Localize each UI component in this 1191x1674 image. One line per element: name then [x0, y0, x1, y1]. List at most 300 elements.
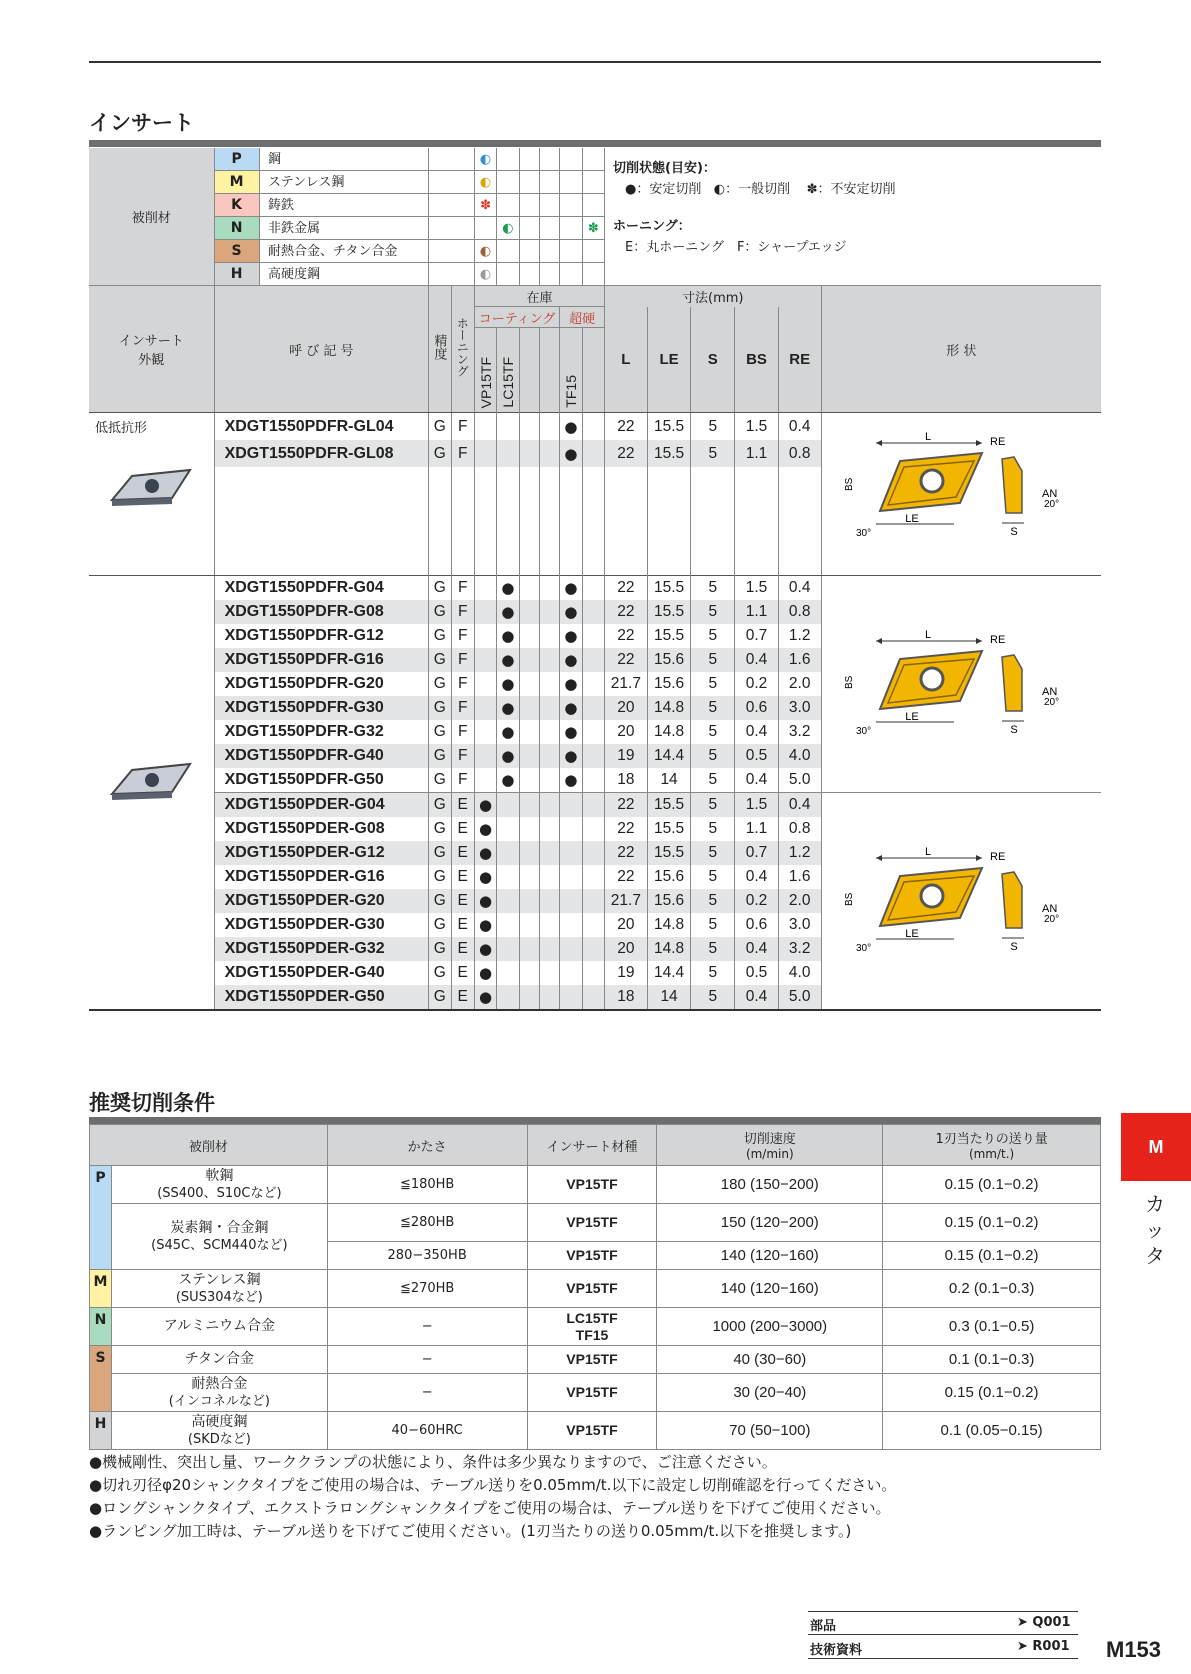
cond-grade: VP15TF: [527, 1374, 657, 1412]
header-appearance: インサート 外観: [89, 286, 214, 413]
stock-vp15tf: ●: [474, 961, 496, 985]
insert-code: XDGT1550PDFR-G12: [214, 624, 429, 648]
dim-L: 20: [605, 696, 648, 720]
stock-lc15tf: [497, 440, 519, 467]
cond-material: アルミニウム合金: [111, 1308, 327, 1346]
insert-photo: [106, 756, 196, 806]
dim-LE: 14.8: [647, 913, 691, 937]
group-label: 低抵抗形: [95, 421, 148, 436]
dim-L: 22: [605, 817, 648, 841]
cond-header-speed: 切削速度 (m/min): [657, 1125, 883, 1166]
stock-tf15: [560, 985, 582, 1010]
stock-vp15tf: [474, 648, 496, 672]
stock-tf15: ●: [560, 672, 582, 696]
header-dims: 寸法(mm): [605, 286, 822, 307]
stock-lc15tf: [497, 937, 519, 961]
insert-code: XDGT1550PDER-G50: [214, 985, 429, 1010]
svg-text:AN: AN: [1041, 488, 1057, 500]
stock-vp15tf: ●: [474, 817, 496, 841]
stock-tf15: [560, 793, 582, 818]
cond-feed: 0.15 (0.1−0.2): [883, 1204, 1101, 1242]
mat-letter: N: [215, 217, 260, 239]
shape-cell: [821, 413, 1101, 576]
dim-S: 5: [691, 817, 735, 841]
dim-BS: 0.6: [735, 913, 779, 937]
cond-feed: 0.3 (0.1−0.5): [883, 1308, 1101, 1346]
appearance-cell: [89, 413, 214, 576]
svg-text:AN: AN: [1041, 903, 1057, 915]
header-grade-vp15tf: VP15TF: [474, 328, 496, 413]
stock-vp15tf: [474, 576, 496, 601]
condition-row: [90, 1204, 1101, 1242]
footer-tech-link[interactable]: ➤ R001: [1017, 1639, 1070, 1654]
mat-letter: P: [215, 148, 260, 170]
insert-shape-diagram: [842, 431, 1072, 541]
footer-rule: [808, 1611, 1078, 1612]
dim-LE: 14.8: [647, 937, 691, 961]
cond-header-hardness: かたさ: [327, 1125, 527, 1166]
dim-RE: 0.8: [778, 440, 821, 467]
dim-S: 5: [691, 440, 735, 467]
dim-S: 5: [691, 937, 735, 961]
cutting-conditions-table: [89, 1124, 1101, 1450]
mat-row-M: [214, 171, 429, 194]
dim-S: 5: [691, 768, 735, 793]
stock-vp15tf: ●: [474, 913, 496, 937]
dim-RE: 3.2: [778, 720, 821, 744]
unstable-symbol-icon: ✽: [587, 221, 599, 236]
stock-tf15: [560, 913, 582, 937]
cond-hardness: −: [327, 1374, 527, 1412]
cond-group-letter: M: [90, 1270, 112, 1308]
stock-vp15tf: [474, 744, 496, 768]
stock-lc15tf: ●: [497, 576, 519, 601]
header-dim-BS: BS: [735, 307, 779, 413]
dim-BS: 0.7: [735, 624, 779, 648]
legend-title-honing: ホーニング：: [613, 219, 691, 234]
svg-text:AN: AN: [1041, 686, 1057, 698]
dim-L: 22: [605, 793, 648, 818]
insert-code: XDGT1550PDFR-G50: [214, 768, 429, 793]
stock-lc15tf: ●: [497, 624, 519, 648]
header-dim-L: L: [605, 307, 648, 413]
dim-BS: 0.4: [735, 937, 779, 961]
insert-row: XDGT1550PDFR-G30 G F ● ● 20 14.8 5 0.6 3.0: [89, 696, 1101, 720]
stock-vp15tf: [474, 672, 496, 696]
insert-code: XDGT1550PDFR-G04: [214, 576, 429, 601]
cond-material: チタン合金: [111, 1346, 327, 1374]
dim-BS: 1.5: [735, 576, 779, 601]
insert-row: XDGT1550PDER-G04 G E ● 22 15.5 5 1.5 0.4 L RE BS LE 30° S AN 20°: [89, 793, 1101, 818]
dim-LE: 15.6: [647, 865, 691, 889]
stock-vp15tf: ●: [474, 985, 496, 1010]
dim-LE: 15.5: [647, 600, 691, 624]
dim-RE: 4.0: [778, 961, 821, 985]
side-tab-label: カッタ: [1145, 1192, 1165, 1268]
stock-vp15tf: ●: [474, 889, 496, 913]
mat-row-K: [214, 194, 429, 217]
dim-BS: 0.5: [735, 961, 779, 985]
dim-S: 5: [691, 672, 735, 696]
cond-feed: 0.2 (0.1−0.3): [883, 1270, 1101, 1308]
dim-RE: 2.0: [778, 672, 821, 696]
cond-group-letter: P: [90, 1166, 112, 1270]
cond-material: 炭素鋼・合金鋼 (S45C、SCM440など): [111, 1204, 327, 1270]
stock-lc15tf: [497, 961, 519, 985]
svg-text:LE: LE: [904, 513, 919, 525]
stock-tf15: ●: [560, 413, 582, 441]
svg-text:30°: 30°: [855, 943, 871, 954]
cond-hardness: −: [327, 1346, 527, 1374]
section-title-conditions: 推奨切削条件: [89, 1091, 215, 1115]
condition-symbol-icon: ◐: [502, 221, 514, 236]
stock-lc15tf: [497, 913, 519, 937]
insert-row: XDGT1550PDFR-G04 G F ● ● 22 15.5 5 1.5 0.4 L RE BS LE 30° S AN 20°: [89, 576, 1101, 601]
condition-row: [90, 1374, 1101, 1412]
cond-grade: VP15TF: [527, 1412, 657, 1450]
insert-row: XDGT1550PDER-G50 G E ● 18 14 5 0.4 5.0: [89, 985, 1101, 1010]
insert-row: XDGT1550PDFR-G08 G F ● ● 22 15.5 5 1.1 0.8: [89, 600, 1101, 624]
dim-BS: 0.2: [735, 889, 779, 913]
cond-speed: 40 (30−60): [657, 1346, 883, 1374]
dim-S: 5: [691, 793, 735, 818]
section-bar: [89, 1117, 1101, 1124]
cond-header-material: 被削材: [90, 1125, 328, 1166]
svg-text:RE: RE: [989, 634, 1005, 646]
footer-rule: [808, 1658, 1078, 1659]
header-grade-lc15tf: LC15TF: [497, 328, 519, 413]
dim-L: 19: [605, 744, 648, 768]
dim-BS: 1.1: [735, 440, 779, 467]
condition-row: [90, 1166, 1101, 1204]
dim-L: 20: [605, 937, 648, 961]
insert-row: XDGT1550PDER-G20 G E ● 21.7 15.6 5 0.2 2.0: [89, 889, 1101, 913]
dim-LE: 15.6: [647, 648, 691, 672]
dim-LE: 15.6: [647, 889, 691, 913]
stock-tf15: ●: [560, 576, 582, 601]
insert-row: XDGT1550PDFR-G20 G F ● ● 21.7 15.6 5 0.2 2.0: [89, 672, 1101, 696]
insert-code: XDGT1550PDFR-G20: [214, 672, 429, 696]
cond-hardness: ≦270HB: [327, 1270, 527, 1308]
footer-tech: 技術資料: [810, 1643, 863, 1658]
dim-LE: 15.5: [647, 841, 691, 865]
svg-text:S: S: [1009, 526, 1018, 538]
insert-code: XDGT1550PDFR-G08: [214, 600, 429, 624]
dim-LE: 15.5: [647, 576, 691, 601]
stock-vp15tf: [474, 696, 496, 720]
dim-L: 22: [605, 576, 648, 601]
dim-RE: 1.2: [778, 624, 821, 648]
cond-grade: VP15TF: [527, 1204, 657, 1242]
stock-vp15tf: [474, 624, 496, 648]
dim-L: 22: [605, 600, 648, 624]
mat-row-N: [214, 217, 429, 240]
stock-vp15tf: ●: [474, 841, 496, 865]
stock-tf15: [560, 817, 582, 841]
cond-speed: 140 (120−160): [657, 1242, 883, 1270]
page-number: M153: [1106, 1637, 1162, 1662]
mat-letter: H: [215, 263, 260, 285]
cond-header-grade: インサート材種: [527, 1125, 657, 1166]
cond-feed: 0.15 (0.1−0.2): [883, 1374, 1101, 1412]
svg-text:RE: RE: [989, 851, 1005, 863]
condition-row: [90, 1270, 1101, 1308]
svg-text:S: S: [1009, 941, 1018, 953]
cond-speed: 180 (150−200): [657, 1166, 883, 1204]
dim-RE: 1.6: [778, 865, 821, 889]
mat-letter: M: [215, 171, 260, 193]
dim-BS: 1.5: [735, 793, 779, 818]
dim-RE: 4.0: [778, 744, 821, 768]
condition-symbol-icon: ◐: [479, 244, 492, 259]
cond-grade: VP15TF: [527, 1270, 657, 1308]
header-precision: 精度: [429, 286, 451, 413]
stock-lc15tf: [497, 817, 519, 841]
dim-S: 5: [691, 841, 735, 865]
condition-symbol-icon: ◐: [479, 152, 492, 167]
cond-hardness: 280−350HB: [327, 1242, 527, 1270]
header-coating: コーティング: [474, 307, 559, 328]
header-carbide: 超硬: [560, 307, 605, 328]
dim-S: 5: [691, 961, 735, 985]
header-dim-RE: RE: [778, 307, 821, 413]
insert-row: XDGT1550PDER-G08 G E ● 22 15.5 5 1.1 0.8: [89, 817, 1101, 841]
stock-lc15tf: [497, 985, 519, 1010]
shape-cell: [821, 576, 1101, 793]
cond-speed: 70 (50−100): [657, 1412, 883, 1450]
svg-text:20°: 20°: [1043, 914, 1059, 925]
insert-code: XDGT1550PDER-G08: [214, 817, 429, 841]
cond-feed: 0.15 (0.1−0.2): [883, 1166, 1101, 1204]
notes: [89, 1451, 896, 1543]
dim-BS: 0.4: [735, 865, 779, 889]
insert-code: XDGT1550PDFR-G40: [214, 744, 429, 768]
insert-code: XDGT1550PDFR-GL04: [214, 413, 429, 441]
dim-BS: 0.2: [735, 672, 779, 696]
insert-row: XDGT1550PDER-G30 G E ● 20 14.8 5 0.6 3.0: [89, 913, 1101, 937]
mat-row-H: [214, 263, 429, 286]
condition-symbol-icon: ✽: [480, 198, 492, 213]
cond-material: 軟鋼 (SS400、S10Cなど): [111, 1166, 327, 1204]
section-title-insert: インサート: [89, 111, 194, 135]
insert-code: XDGT1550PDER-G16: [214, 865, 429, 889]
insert-row: XDGT1550PDER-G40 G E ● 19 14.4 5 0.5 4.0: [89, 961, 1101, 985]
svg-text:BS: BS: [843, 477, 855, 491]
dim-RE: 3.0: [778, 696, 821, 720]
dim-RE: 3.0: [778, 913, 821, 937]
dim-L: 22: [605, 841, 648, 865]
insert-code: XDGT1550PDFR-G32: [214, 720, 429, 744]
cond-hardness: 40−60HRC: [327, 1412, 527, 1450]
condition-symbol-icon: ◐: [479, 267, 492, 282]
header-grade-tf15: TF15: [560, 328, 582, 413]
stock-vp15tf: [474, 600, 496, 624]
footer-rule: [808, 1634, 1078, 1635]
dim-L: 20: [605, 720, 648, 744]
dim-S: 5: [691, 648, 735, 672]
dim-RE: 3.2: [778, 937, 821, 961]
svg-text:S: S: [1009, 724, 1018, 736]
dim-RE: 5.0: [778, 768, 821, 793]
stock-lc15tf: ●: [497, 696, 519, 720]
cond-hardness: ≦180HB: [327, 1166, 527, 1204]
stock-tf15: [560, 961, 582, 985]
header-stock: 在庫: [474, 286, 604, 307]
insert-row: XDGT1550PDFR-G16 G F ● ● 22 15.6 5 0.4 1.6: [89, 648, 1101, 672]
stock-lc15tf: [497, 413, 519, 441]
svg-text:30°: 30°: [855, 726, 871, 737]
svg-text:L: L: [924, 629, 931, 641]
cond-hardness: −: [327, 1308, 527, 1346]
dim-S: 5: [691, 413, 735, 441]
side-tab-letter[interactable]: M: [1121, 1113, 1191, 1181]
cond-speed: 30 (20−40): [657, 1374, 883, 1412]
footer-parts-link[interactable]: ➤ Q001: [1017, 1615, 1071, 1630]
svg-text:RE: RE: [989, 436, 1005, 448]
cond-header-feed: 1刃当たりの送り量 (mm/t.): [883, 1125, 1101, 1166]
dim-L: 22: [605, 413, 648, 441]
insert-table: [89, 148, 1101, 1011]
insert-row: XDGT1550PDER-G32 G E ● 20 14.8 5 0.4 3.2: [89, 937, 1101, 961]
dim-L: 22: [605, 440, 648, 467]
dim-RE: 0.8: [778, 817, 821, 841]
stock-lc15tf: ●: [497, 672, 519, 696]
insert-row: XDGT1550PDFR-G50 G F ● ● 18 14 5 0.4 5.0: [89, 768, 1101, 793]
dim-L: 18: [605, 985, 648, 1010]
dim-RE: 0.4: [778, 576, 821, 601]
svg-text:BS: BS: [843, 675, 855, 689]
insert-row: XDGT1550PDFR-G40 G F ● ● 19 14.4 5 0.5 4.0: [89, 744, 1101, 768]
dim-LE: 15.6: [647, 672, 691, 696]
dim-LE: 15.5: [647, 624, 691, 648]
condition-row: [90, 1412, 1101, 1450]
dim-RE: 0.4: [778, 793, 821, 818]
stock-tf15: [560, 865, 582, 889]
svg-text:20°: 20°: [1043, 499, 1059, 510]
cond-speed: 1000 (200−3000): [657, 1308, 883, 1346]
insert-row: XDGT1550PDFR-G12 G F ● ● 22 15.5 5 0.7 1.2: [89, 624, 1101, 648]
stock-vp15tf: [474, 720, 496, 744]
mat-letter: K: [215, 194, 260, 216]
cond-speed: 150 (120−200): [657, 1204, 883, 1242]
insert-shape-diagram: [842, 846, 1072, 956]
dim-BS: 0.4: [735, 648, 779, 672]
dim-BS: 0.6: [735, 696, 779, 720]
mat-name: 耐熱合金、チタン合金: [268, 244, 398, 259]
stock-vp15tf: [474, 440, 496, 467]
dim-S: 5: [691, 985, 735, 1010]
cond-material: 高硬度鋼 (SKDなど): [111, 1412, 327, 1450]
stock-lc15tf: ●: [497, 768, 519, 793]
stock-vp15tf: ●: [474, 937, 496, 961]
insert-code: XDGT1550PDFR-G30: [214, 696, 429, 720]
stock-tf15: ●: [560, 440, 582, 467]
stock-tf15: ●: [560, 648, 582, 672]
legend-states: ●：安定切削 ◐：一般切削 ✽：不安定切削: [625, 182, 896, 197]
cond-group-letter: H: [90, 1412, 112, 1450]
stock-tf15: [560, 889, 582, 913]
stock-tf15: ●: [560, 624, 582, 648]
dim-LE: 15.5: [647, 440, 691, 467]
dim-RE: 1.2: [778, 841, 821, 865]
mat-label: 被削材: [89, 148, 214, 286]
cond-feed: 0.15 (0.1−0.2): [883, 1242, 1101, 1270]
stock-lc15tf: [497, 865, 519, 889]
dim-BS: 1.5: [735, 413, 779, 441]
note-item: ●切れ刃径φ20シャンクタイプをご使用の場合は、テーブル送りを0.05mm/t.以下に設定し切削確認を行ってください。: [89, 1476, 897, 1494]
mat-letter: S: [215, 240, 260, 262]
insert-row: XDGT1550PDFR-G32 G F ● ● 20 14.8 5 0.4 3.2: [89, 720, 1101, 744]
dim-S: 5: [691, 600, 735, 624]
dim-L: 18: [605, 768, 648, 793]
dim-LE: 14.4: [647, 961, 691, 985]
dim-LE: 15.5: [647, 817, 691, 841]
insert-code: XDGT1550PDER-G20: [214, 889, 429, 913]
stock-tf15: ●: [560, 600, 582, 624]
mat-row-P: [214, 148, 429, 171]
dim-S: 5: [691, 865, 735, 889]
header-code: 呼 び 記 号: [214, 286, 429, 413]
dim-BS: 0.4: [735, 720, 779, 744]
svg-text:L: L: [924, 431, 931, 443]
legend-box: [605, 148, 1102, 286]
dim-RE: 1.6: [778, 648, 821, 672]
stock-tf15: ●: [560, 696, 582, 720]
insert-photo: [106, 462, 196, 512]
mat-name: 高硬度鋼: [268, 267, 321, 282]
note-item: ●機械剛性、突出し量、ワーククランプの状態により、条件は多少異なりますので、ご注意ください。: [89, 1453, 777, 1471]
appearance-cell: [89, 576, 214, 1011]
dim-LE: 14: [647, 985, 691, 1010]
stock-lc15tf: ●: [497, 744, 519, 768]
stock-lc15tf: [497, 793, 519, 818]
insert-code: XDGT1550PDFR-G16: [214, 648, 429, 672]
header-dim-S: S: [691, 307, 735, 413]
dim-LE: 14.8: [647, 696, 691, 720]
cond-hardness: ≦280HB: [327, 1204, 527, 1242]
cond-speed: 140 (120−160): [657, 1270, 883, 1308]
header-honing: ホーニング: [451, 286, 474, 413]
stock-vp15tf: [474, 768, 496, 793]
dim-RE: 2.0: [778, 889, 821, 913]
dim-S: 5: [691, 720, 735, 744]
dim-LE: 15.5: [647, 793, 691, 818]
section-bar: [89, 140, 1101, 147]
cond-group-letter: S: [90, 1346, 112, 1412]
cond-grade: LC15TF TF15: [527, 1308, 657, 1346]
svg-text:BS: BS: [843, 892, 855, 906]
footer-parts: 部品: [810, 1619, 837, 1634]
cond-feed: 0.1 (0.1−0.3): [883, 1346, 1101, 1374]
mat-name: 鋼: [268, 152, 282, 167]
dim-L: 21.7: [605, 672, 648, 696]
cond-feed: 0.1 (0.05−0.15): [883, 1412, 1101, 1450]
cond-material: ステンレス鋼 (SUS304など): [111, 1270, 327, 1308]
insert-code: XDGT1550PDER-G40: [214, 961, 429, 985]
insert-code: XDGT1550PDER-G04: [214, 793, 429, 818]
condition-row: [90, 1308, 1101, 1346]
legend-honing: E：丸ホーニング F：シャープエッジ: [625, 240, 847, 255]
top-rule: [89, 61, 1101, 63]
legend-title-state: 切削状態(目安)：: [613, 161, 716, 176]
dim-L: 22: [605, 624, 648, 648]
stock-lc15tf: [497, 889, 519, 913]
dim-LE: 14.4: [647, 744, 691, 768]
stock-tf15: [560, 937, 582, 961]
insert-code: XDGT1550PDER-G30: [214, 913, 429, 937]
dim-S: 5: [691, 576, 735, 601]
cond-material: 耐熱合金 (インコネルなど): [111, 1374, 327, 1412]
